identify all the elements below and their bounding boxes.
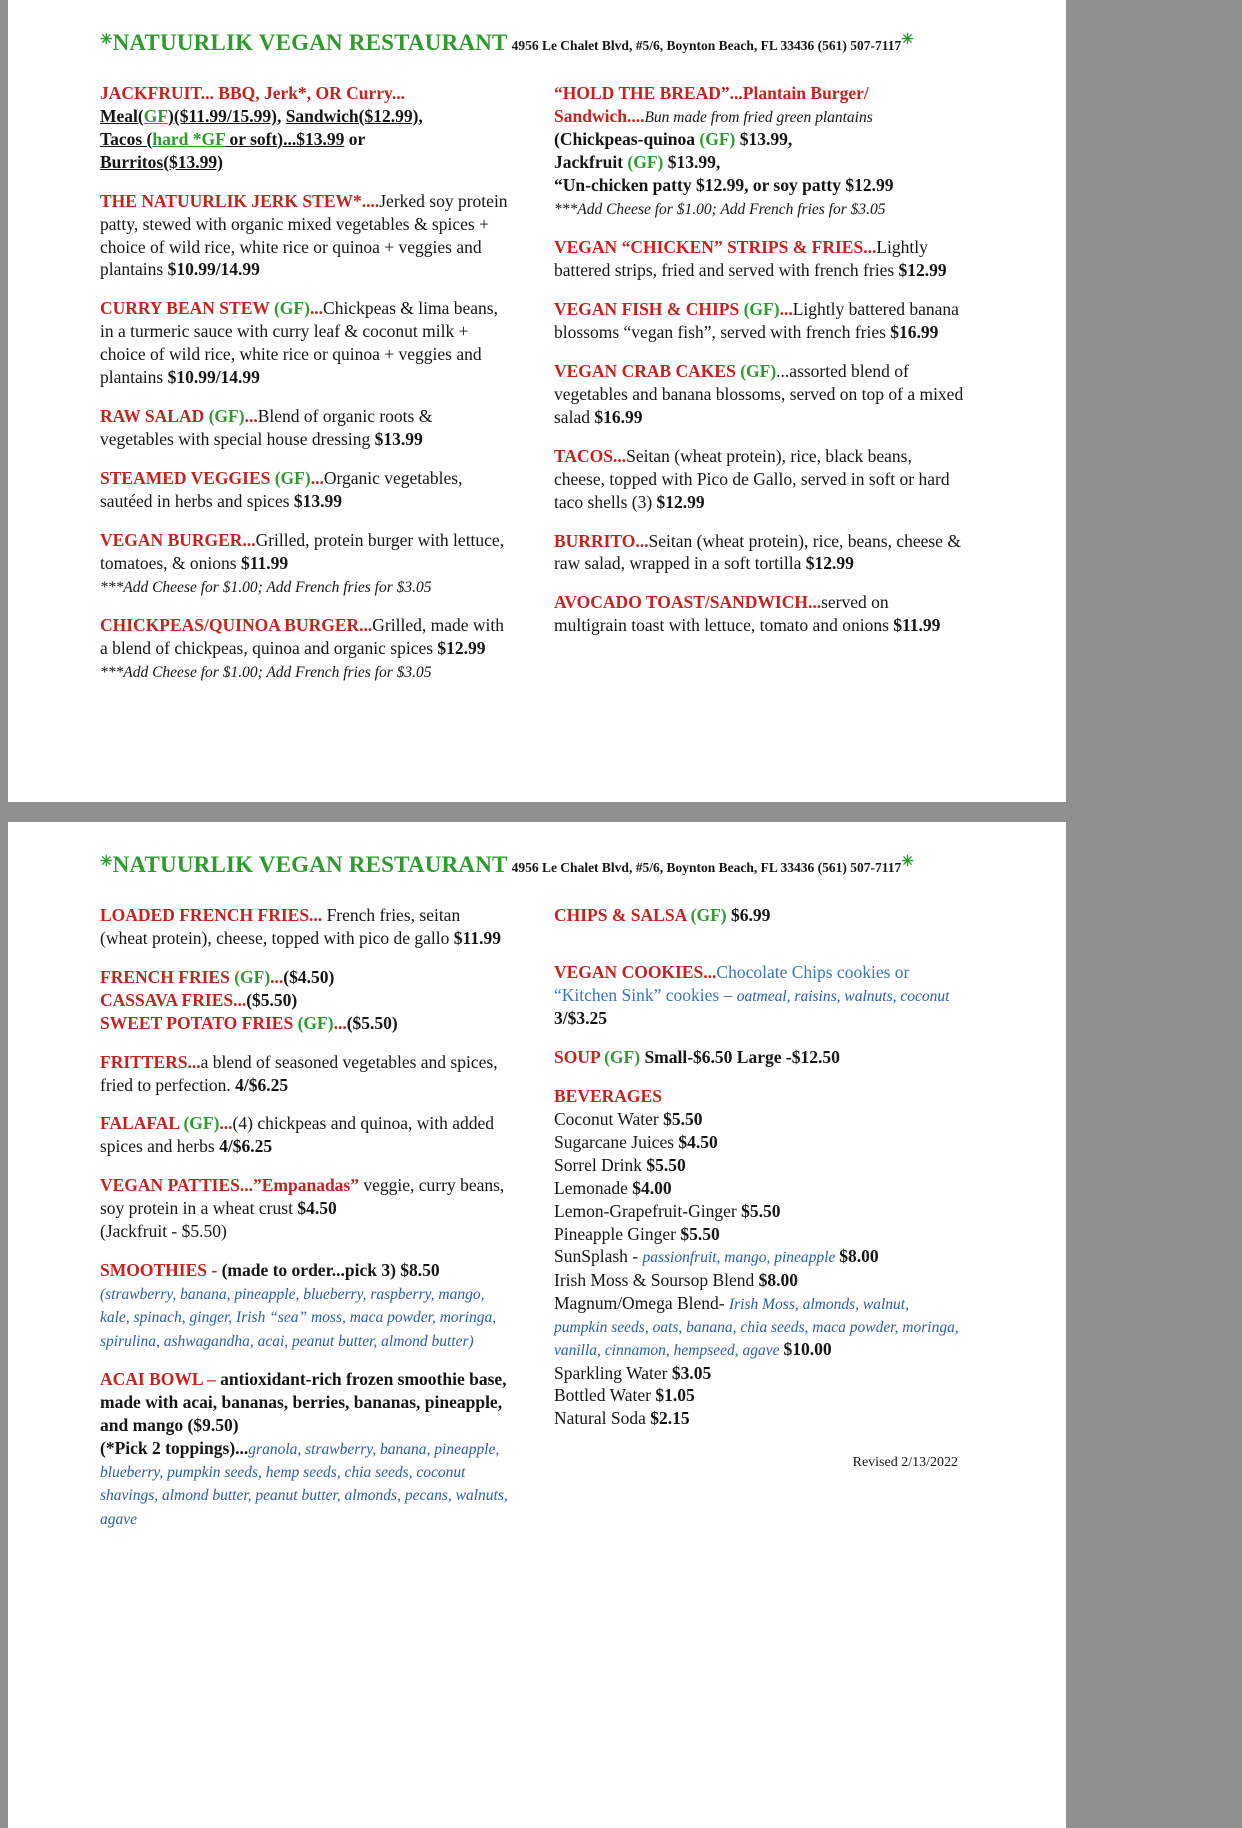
- right-column: [554, 82, 964, 699]
- page-header: [100, 852, 1010, 878]
- asterisk-icon: ✳: [901, 32, 914, 48]
- menu-item-soup: SOUP (GF) Small-$6.50 Large -$12.50: [554, 1047, 840, 1068]
- menu-item-loaded-french-fries: LOADED FRENCH FRIES... French fries, seitan (wheat protein), cheese, topped with pico de gallo $11.99: [100, 905, 501, 948]
- menu-item-fries-list: FRENCH FRIES (GF)...($4.50) CASSAVA FRIES...($5.50) SWEET POTATO FRIES (GF)...($5.50): [100, 966, 398, 1033]
- restaurant-title: NATUURLIK VEGAN RESTAURANT: [112, 852, 508, 877]
- menu-item-fritters: FRITTERS...a blend of seasoned vegetables and spices, fried to perfection. 4/$6.25: [100, 1051, 498, 1095]
- menu-item-vegan-crab-cakes: VEGAN CRAB CAKES (GF)...assorted blend of vegetables and banana blossoms, served on top of a mixed salad $16.99: [554, 360, 964, 427]
- menu-item-chips-salsa: CHIPS & SALSA (GF) $6.99: [554, 905, 771, 925]
- revision-note: Revised 2/13/2022: [852, 1455, 958, 1471]
- menu-item-burrito: BURRITO...Seitan (wheat protein), rice, beans, cheese & raw salad, wrapped in a soft tortilla $12.99: [554, 530, 961, 574]
- menu-item-vegan-burger: VEGAN BURGER...Grilled, protein burger with lettuce, tomatoes, & onions $11.99 ***Add Cheese for $1.00; Add French fries for $3.05: [100, 529, 505, 596]
- left-column: [100, 904, 510, 1546]
- menu-item-vegan-cookies: VEGAN COOKIES...Chocolate Chips cookies or “Kitchen Sink” cookies – oatmeal, raisins, walnuts, coconut 3/$3.25: [554, 961, 950, 1029]
- menu-columns: [100, 904, 1010, 1546]
- menu-item-raw-salad: RAW SALAD (GF)...Blend of organic roots & vegetables with special house dressing $13.99: [100, 406, 433, 449]
- menu-item-hold-the-bread: “HOLD THE BREAD”...Plantain Burger/ Sandwich....Bun made from fried green plantains (Chickpeas-quinoa (GF) $13.99, Jackfruit (GF) $13.99, “Un-chicken patty $12.99, or soy patty $12.99 ***Add Cheese for $1.00; Add French fries for $3.05: [554, 83, 894, 218]
- menu-item-curry-bean-stew: CURRY BEAN STEW (GF)...Chickpeas & lima beans, in a turmeric sauce with curry leaf & coconut milk + choice of wild rice, white rice or quinoa + veggies and plantains $10.99/14.99: [100, 298, 498, 388]
- page-header: [100, 30, 1010, 56]
- menu-item-tacos: TACOS...Seitan (wheat protein), rice, black beans, cheese, topped with Pico de Gallo, served in soft or hard taco shells (3) $12.99: [554, 445, 950, 512]
- asterisk-icon: ✳: [100, 854, 113, 870]
- menu-item-chicken-strips-fries: VEGAN “CHICKEN” STRIPS & FRIES...Lightly battered strips, fried and served with french fries $12.99: [554, 237, 947, 281]
- menu-item-chickpeas-quinoa-burger: CHICKPEAS/QUINOA BURGER...Grilled, made with a blend of chickpeas, quinoa and organic spices $12.99 ***Add Cheese for $1.00; Add French fries for $3.05: [100, 614, 504, 681]
- menu-item-vegan-fish-chips: VEGAN FISH & CHIPS (GF)...Lightly battered banana blossoms “vegan fish”, served with french fries $16.99: [554, 299, 959, 343]
- menu-item-falafal: FALAFAL (GF)...(4) chickpeas and quinoa, with added spices and herbs 4/$6.25: [100, 1113, 494, 1157]
- menu-item-vegan-patties: VEGAN PATTIES...”Empanadas” veggie, curry beans, soy protein in a wheat crust $4.50 (Jackfruit - $5.50): [100, 1175, 505, 1242]
- menu-page-2: [8, 822, 1066, 1828]
- restaurant-title: NATUURLIK VEGAN RESTAURANT: [112, 30, 508, 55]
- menu-item-beverages: BEVERAGES Coconut Water $5.50 Sugarcane Juices $4.50 Sorrel Drink $5.50 Lemonade $4.00 Lemon-Grapefruit-Ginger $5.50 Pineapple Ginger $5.50 SunSplash - passionfruit, mango, pineapple $8.00 Irish Moss & Soursop Blend $8.00 Magnum/Omega Blend- Irish Moss, almonds, walnut, pumpkin seeds, oats, banana, chia seeds, maca powder, moringa, vanilla, cinnamon, hempseed, agave $10.00 Sparkling Water $3.05 Bottled Water $1.05 Natural Soda $2.15: [554, 1085, 959, 1429]
- menu-item-acai-bowl: ACAI BOWL – antioxidant-rich frozen smoothie base, made with acai, bananas, berries, bananas, pineapple, and mango ($9.50) (*Pick 2 toppings)...granola, strawberry, banana, pineapple, blueberry, pumpkin seeds, hemp seeds, chia seeds, coconut shavings, almond butter, peanut butter, almonds, pecans, walnuts, agave: [100, 1368, 508, 1528]
- asterisk-icon: ✳: [100, 32, 113, 48]
- menu-page-1: [8, 0, 1066, 802]
- asterisk-icon: ✳: [901, 854, 914, 870]
- menu-columns: [100, 82, 1010, 699]
- right-column: [554, 904, 964, 1546]
- restaurant-address: 4956 Le Chalet Blvd, #5/6, Boynton Beach, FL 33436 (561) 507-7117: [511, 38, 902, 53]
- menu-item-jackfruit: JACKFRUIT... BBQ, Jerk*, OR Curry... Meal(GF)($11.99/15.99), Sandwich($12.99), Tacos (hard *GF or soft)...$13.99 or Burritos($13.99): [100, 83, 423, 172]
- menu-item-smoothies: SMOOTHIES - (made to order...pick 3) $8.50 (strawberry, banana, pineapple, blueberry, raspberry, mango, kale, spinach, ginger, Irish “sea” moss, maca powder, moringa, spirulina, ashwagandha, acai, peanut butter, almond butter): [100, 1260, 497, 1350]
- menu-item-steamed-veggies: STEAMED VEGGIES (GF)...Organic vegetables, sautéed in herbs and spices $13.99: [100, 467, 463, 511]
- menu-item-jerk-stew: THE NATUURLIK JERK STEW*....Jerked soy protein patty, stewed with organic mixed vegetables & spices + choice of wild rice, white rice or quinoa + veggies and plantains $10.99/14.99: [100, 190, 508, 280]
- left-column: [100, 82, 510, 699]
- menu-item-avocado-toast: AVOCADO TOAST/SANDWICH...served on multigrain toast with lettuce, tomato and onions $11.99: [554, 592, 941, 636]
- restaurant-address: 4956 Le Chalet Blvd, #5/6, Boynton Beach, FL 33436 (561) 507-7117: [511, 860, 902, 875]
